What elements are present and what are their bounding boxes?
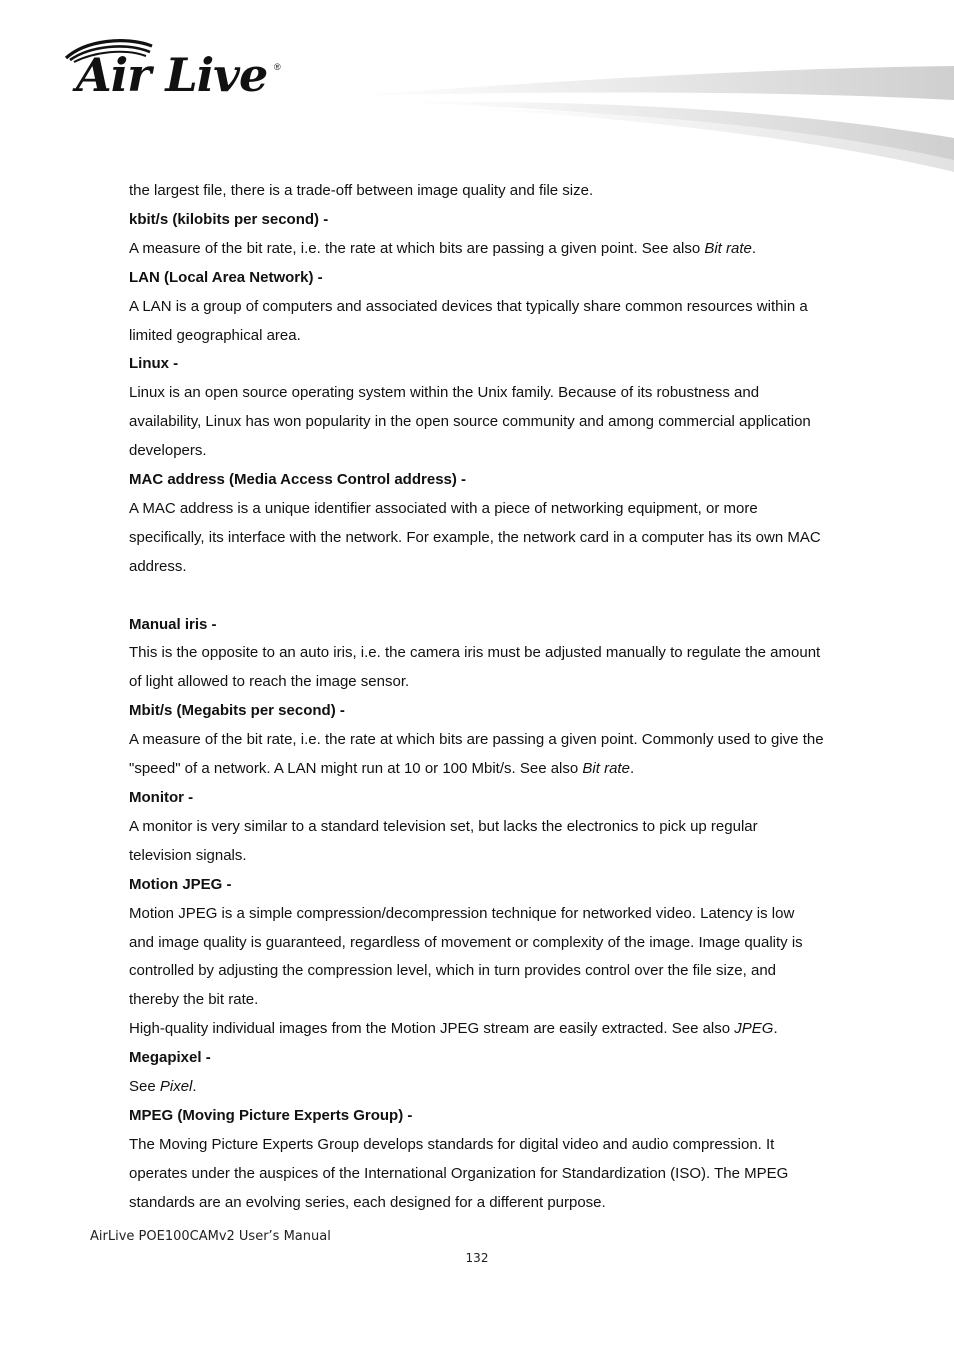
definition-line: thereby the bit rate. (129, 991, 259, 1009)
definition-line: availability, Linux has won popularity in the open source community and among commercial application (129, 413, 811, 431)
definition-line: of light allowed to reach the image sensor. (129, 673, 410, 691)
definition-line: The Moving Picture Experts Group develops standards for digital video and audio compression. It (129, 1135, 775, 1153)
glossary-term: Monitor - (129, 789, 194, 807)
glossary-term: Linux - (129, 355, 179, 373)
definition-line: A MAC address is a unique identifier associated with a piece of networking equipment, or more (129, 499, 758, 517)
glossary-term: MPEG (Moving Picture Experts Group) - (129, 1106, 413, 1124)
cross-reference: Pixel (159, 1078, 193, 1096)
definition-line: Linux is an open source operating system within the Unix family. Because of its robustness and (129, 384, 760, 402)
definition-line: standards are an evolving series, each designed for a different purpose. (129, 1193, 606, 1211)
definition-text: High-quality individual images from the Motion JPEG stream are easily extracted. See also (129, 1020, 735, 1038)
glossary-term: Motion JPEG - (129, 875, 232, 893)
registered-mark: ® (274, 62, 281, 72)
definition-line (129, 755, 869, 784)
glossary-term: Mbit/s (Megabits per second) - (129, 702, 345, 720)
definition-punctuation: . (773, 1020, 778, 1038)
definition-line: television signals. (129, 846, 247, 864)
cross-reference: Bit rate (704, 239, 752, 257)
definition-line: controlled by adjusting the compression level, which in turn provides control over the file size, and (129, 962, 777, 980)
definition-text: "speed" of a network. A LAN might run at 10 or 100 Mbit/s. See also (129, 760, 583, 778)
definition-text: A measure of the bit rate, i.e. the rate at which bits are passing a given point. See also (129, 239, 705, 257)
glossary-body (129, 177, 869, 1218)
definition-line (129, 235, 869, 264)
glossary-term: MAC address (Media Access Control address) - (129, 471, 467, 489)
definition-line: limited geographical area. (129, 326, 301, 344)
glossary-term: Megapixel - (129, 1049, 211, 1067)
definition-line: This is the opposite to an auto iris, i.e. the camera iris must be adjusted manually to regulate the amount (129, 644, 821, 662)
definition-line: A monitor is very similar to a standard television set, but lacks the electronics to pick up regular (129, 817, 758, 835)
definition-line: operates under the auspices of the International Organization for Standardization (ISO). The MPEG (129, 1164, 789, 1182)
definition-punctuation: . (192, 1078, 197, 1096)
definition-text: See (129, 1078, 160, 1096)
page-number: 132 (465, 1251, 489, 1265)
definition-line (129, 1015, 869, 1044)
definition-line: developers. (129, 442, 207, 460)
definition-line (129, 1073, 869, 1102)
definition-line: the largest file, there is a trade-off between image quality and file size. (129, 182, 594, 199)
logo-text: Air Live (76, 48, 268, 102)
definition-line: address. (129, 557, 187, 575)
cross-reference: JPEG (734, 1020, 774, 1038)
definition-punctuation: . (751, 239, 757, 257)
glossary-term: LAN (Local Area Network) - (129, 268, 323, 286)
definition-line: A measure of the bit rate, i.e. the rate at which bits are passing a given point. Commonly used to give the (129, 731, 824, 749)
blank-line (129, 582, 869, 611)
airlive-logo (62, 36, 292, 106)
definition-punctuation: . (629, 760, 635, 778)
definition-line: Motion JPEG is a simple compression/decompression technique for networked video. Latency is low (129, 904, 795, 922)
page-header (0, 0, 954, 180)
glossary-term: kbit/s (kilobits per second) - (129, 210, 329, 228)
definition-line: specifically, its interface with the network. For example, the network card in a computer has its own MAC (129, 528, 821, 546)
definition-line: and image quality is guaranteed, regardless of movement or complexity of the image. Image quality is (129, 933, 803, 951)
definition-line: A LAN is a group of computers and associated devices that typically share common resources within a (129, 297, 808, 315)
footer-manual-title: AirLive POE100CAMv2 User’s Manual (90, 1229, 331, 1244)
cross-reference: Bit rate (582, 760, 630, 778)
glossary-term: Manual iris - (129, 615, 217, 633)
